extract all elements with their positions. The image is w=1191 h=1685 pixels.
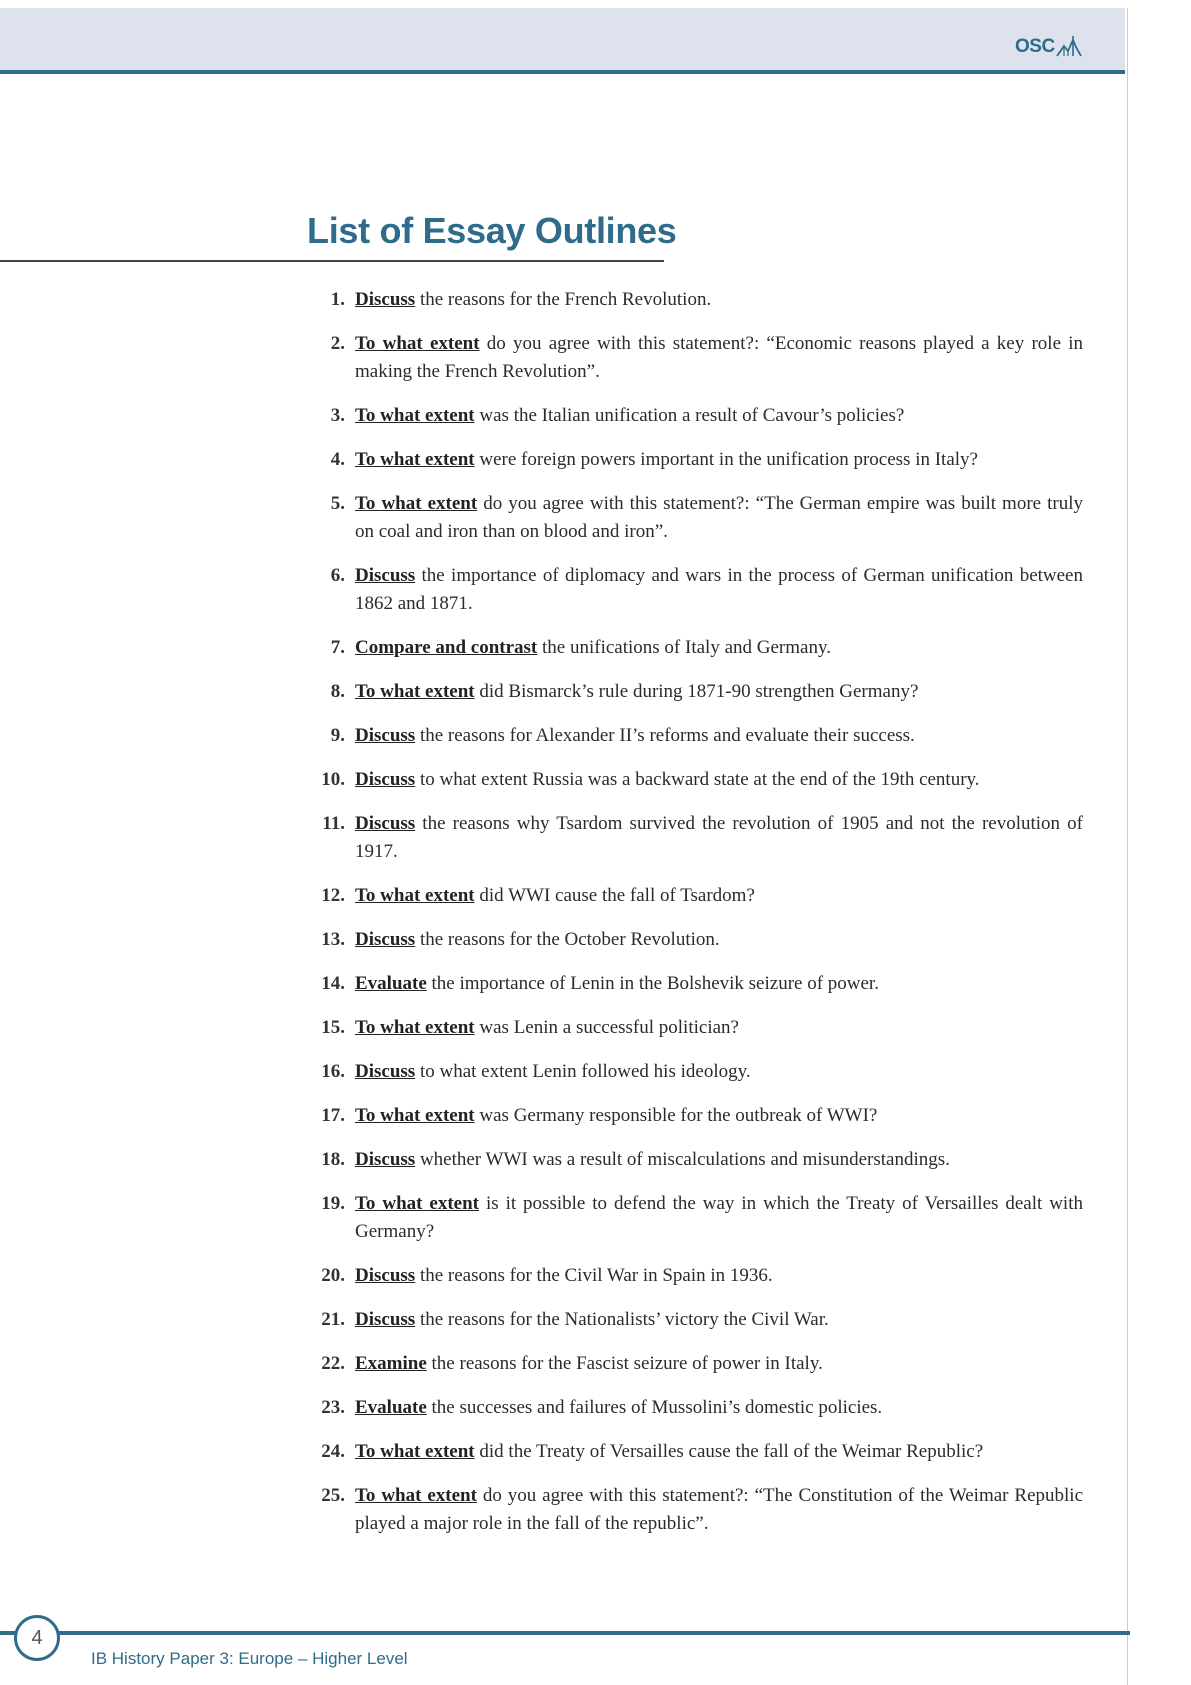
command-term: To what extent	[355, 1441, 475, 1462]
item-number: 3.	[330, 405, 345, 426]
question-text: the reasons for the Fascist seizure of power in Italy.	[426, 1353, 823, 1374]
question-text: the successes and failures of Mussolini’s domestic policies.	[426, 1397, 883, 1418]
command-term: To what extent	[355, 493, 478, 514]
item-number: 11.	[322, 813, 345, 834]
item-number: 19.	[321, 1193, 345, 1214]
page-title: List of Essay Outlines	[307, 210, 677, 251]
command-term: Compare and contrast	[355, 637, 538, 658]
page-edge	[1127, 8, 1128, 1685]
list-item	[300, 1146, 1083, 1174]
list-item	[300, 882, 1083, 910]
command-term: Discuss	[355, 813, 416, 834]
list-item	[300, 402, 1083, 430]
command-term: To what extent	[355, 1105, 475, 1126]
command-term: To what extent	[355, 1485, 477, 1506]
item-question	[355, 1262, 1083, 1290]
item-question	[355, 882, 1083, 910]
list-item	[300, 766, 1083, 794]
question-text: was Lenin a successful politician?	[474, 1017, 739, 1038]
command-term: Examine	[355, 1353, 427, 1374]
command-term: Discuss	[355, 289, 416, 310]
list-item	[300, 1482, 1083, 1538]
command-term: Discuss	[355, 725, 416, 746]
question-text: was the Italian unification a result of Cavour’s policies?	[474, 405, 905, 426]
list-item	[300, 1350, 1083, 1378]
command-term: To what extent	[355, 405, 475, 426]
command-term: To what extent	[355, 1017, 475, 1038]
question-text: the reasons for the French Revolution.	[415, 289, 712, 310]
question-text: the reasons for the Nationalists’ victory the Civil War.	[415, 1309, 829, 1330]
item-question	[355, 1102, 1083, 1130]
logo-text: OSC	[1015, 36, 1055, 57]
question-text: do you agree with this statement?: “Economic reasons played a key role in making the French Revolution”.	[355, 333, 1083, 382]
list-item	[300, 970, 1083, 998]
logo-mark-icon	[1056, 34, 1082, 58]
question-text: the importance of diplomacy and wars in the process of German unification between 1862 and 1871.	[355, 565, 1083, 614]
question-text: the unifications of Italy and Germany.	[537, 637, 831, 658]
footer-rule	[0, 1631, 1130, 1635]
osc-logo	[1015, 34, 1082, 58]
question-text: to what extent Lenin followed his ideology.	[415, 1061, 751, 1082]
list-item	[300, 722, 1083, 750]
list-item	[300, 1102, 1083, 1130]
command-term: Evaluate	[355, 1397, 427, 1418]
item-number: 5.	[330, 493, 345, 514]
list-item	[300, 1190, 1083, 1246]
list-item	[300, 1438, 1083, 1466]
command-term: Discuss	[355, 565, 416, 586]
item-question	[355, 1190, 1083, 1246]
item-question	[355, 402, 1083, 430]
command-term: To what extent	[355, 333, 480, 354]
question-text: do you agree with this statement?: “The German empire was built more truly on coal and iron than on blood and iron”.	[355, 493, 1083, 542]
item-question	[355, 970, 1083, 998]
item-number: 15.	[321, 1017, 345, 1038]
question-text: to what extent Russia was a backward state at the end of the 19th century.	[415, 769, 980, 790]
item-question	[355, 810, 1083, 866]
list-item	[300, 562, 1083, 618]
list-item	[300, 1058, 1083, 1086]
item-question	[355, 1058, 1083, 1086]
item-number: 2.	[330, 333, 345, 354]
item-question	[355, 634, 1083, 662]
item-number: 14.	[321, 973, 345, 994]
header-rule	[0, 70, 1125, 74]
item-number: 16.	[321, 1061, 345, 1082]
item-number: 8.	[330, 681, 345, 702]
item-number: 18.	[321, 1149, 345, 1170]
list-item	[300, 1306, 1083, 1334]
item-number: 17.	[321, 1105, 345, 1126]
item-number: 25.	[321, 1485, 345, 1506]
item-number: 6.	[330, 565, 345, 586]
item-question	[355, 1438, 1083, 1466]
question-text: the reasons for the October Revolution.	[415, 929, 720, 950]
item-question	[355, 330, 1083, 386]
item-number: 9.	[330, 725, 345, 746]
command-term: To what extent	[355, 449, 475, 470]
list-item	[300, 286, 1083, 314]
item-number: 7.	[330, 637, 345, 658]
command-term: Discuss	[355, 1309, 416, 1330]
item-number: 10.	[321, 769, 345, 790]
item-question	[355, 1482, 1083, 1538]
command-term: To what extent	[355, 681, 475, 702]
command-term: Discuss	[355, 1265, 416, 1286]
list-item	[300, 1262, 1083, 1290]
item-number: 23.	[321, 1397, 345, 1418]
item-number: 4.	[330, 449, 345, 470]
command-term: Discuss	[355, 929, 416, 950]
question-text: did the Treaty of Versailles cause the fall of the Weimar Republic?	[474, 1441, 984, 1462]
question-text: the reasons for Alexander II’s reforms and evaluate their success.	[415, 725, 915, 746]
command-term: Discuss	[355, 1149, 416, 1170]
item-number: 22.	[321, 1353, 345, 1374]
item-question	[355, 678, 1083, 706]
command-term: To what extent	[355, 885, 475, 906]
item-question	[355, 446, 1083, 474]
item-number: 13.	[321, 929, 345, 950]
question-text: the reasons for the Civil War in Spain in 1936.	[415, 1265, 773, 1286]
list-item	[300, 490, 1083, 546]
page-number: 4	[31, 1626, 43, 1649]
question-text: were foreign powers important in the unification process in Italy?	[474, 449, 978, 470]
question-text: whether WWI was a result of miscalculations and misunderstandings.	[415, 1149, 950, 1170]
item-question	[355, 1146, 1083, 1174]
question-text: did WWI cause the fall of Tsardom?	[474, 885, 755, 906]
item-question	[355, 490, 1083, 546]
header-band	[0, 8, 1125, 70]
page-number-badge	[14, 1615, 60, 1661]
list-item	[300, 810, 1083, 866]
item-number: 12.	[321, 885, 345, 906]
item-question	[355, 286, 1083, 314]
list-item	[300, 926, 1083, 954]
item-question	[355, 1394, 1083, 1422]
footer-book-title: IB History Paper 3: Europe – Higher Level	[91, 1649, 408, 1668]
question-text: is it possible to defend the way in which the Treaty of Versailles dealt with Germany?	[355, 1193, 1083, 1242]
item-number: 24.	[321, 1441, 345, 1462]
item-question	[355, 926, 1083, 954]
item-question	[355, 562, 1083, 618]
item-question	[355, 722, 1083, 750]
command-term: Discuss	[355, 1061, 416, 1082]
item-number: 21.	[321, 1309, 345, 1330]
list-item	[300, 634, 1083, 662]
list-item	[300, 446, 1083, 474]
question-text: the reasons why Tsardom survived the revolution of 1905 and not the revolution of 1917.	[355, 813, 1083, 862]
question-text: did Bismarck’s rule during 1871-90 strengthen Germany?	[474, 681, 919, 702]
command-term: Evaluate	[355, 973, 427, 994]
list-item	[300, 1014, 1083, 1042]
item-question	[355, 766, 1083, 794]
question-text: the importance of Lenin in the Bolshevik seizure of power.	[426, 973, 879, 994]
item-question	[355, 1306, 1083, 1334]
list-item	[300, 330, 1083, 386]
item-question	[355, 1350, 1083, 1378]
essay-outline-list	[300, 286, 1083, 1554]
title-rule	[0, 260, 664, 262]
question-text: was Germany responsible for the outbreak of WWI?	[474, 1105, 878, 1126]
command-term: To what extent	[355, 1193, 480, 1214]
item-number: 1.	[330, 289, 345, 310]
command-term: Discuss	[355, 769, 416, 790]
question-text: do you agree with this statement?: “The Constitution of the Weimar Republic played a major role in the fall of the republic”.	[355, 1485, 1083, 1534]
item-number: 20.	[321, 1265, 345, 1286]
item-question	[355, 1014, 1083, 1042]
list-item	[300, 1394, 1083, 1422]
list-item	[300, 678, 1083, 706]
